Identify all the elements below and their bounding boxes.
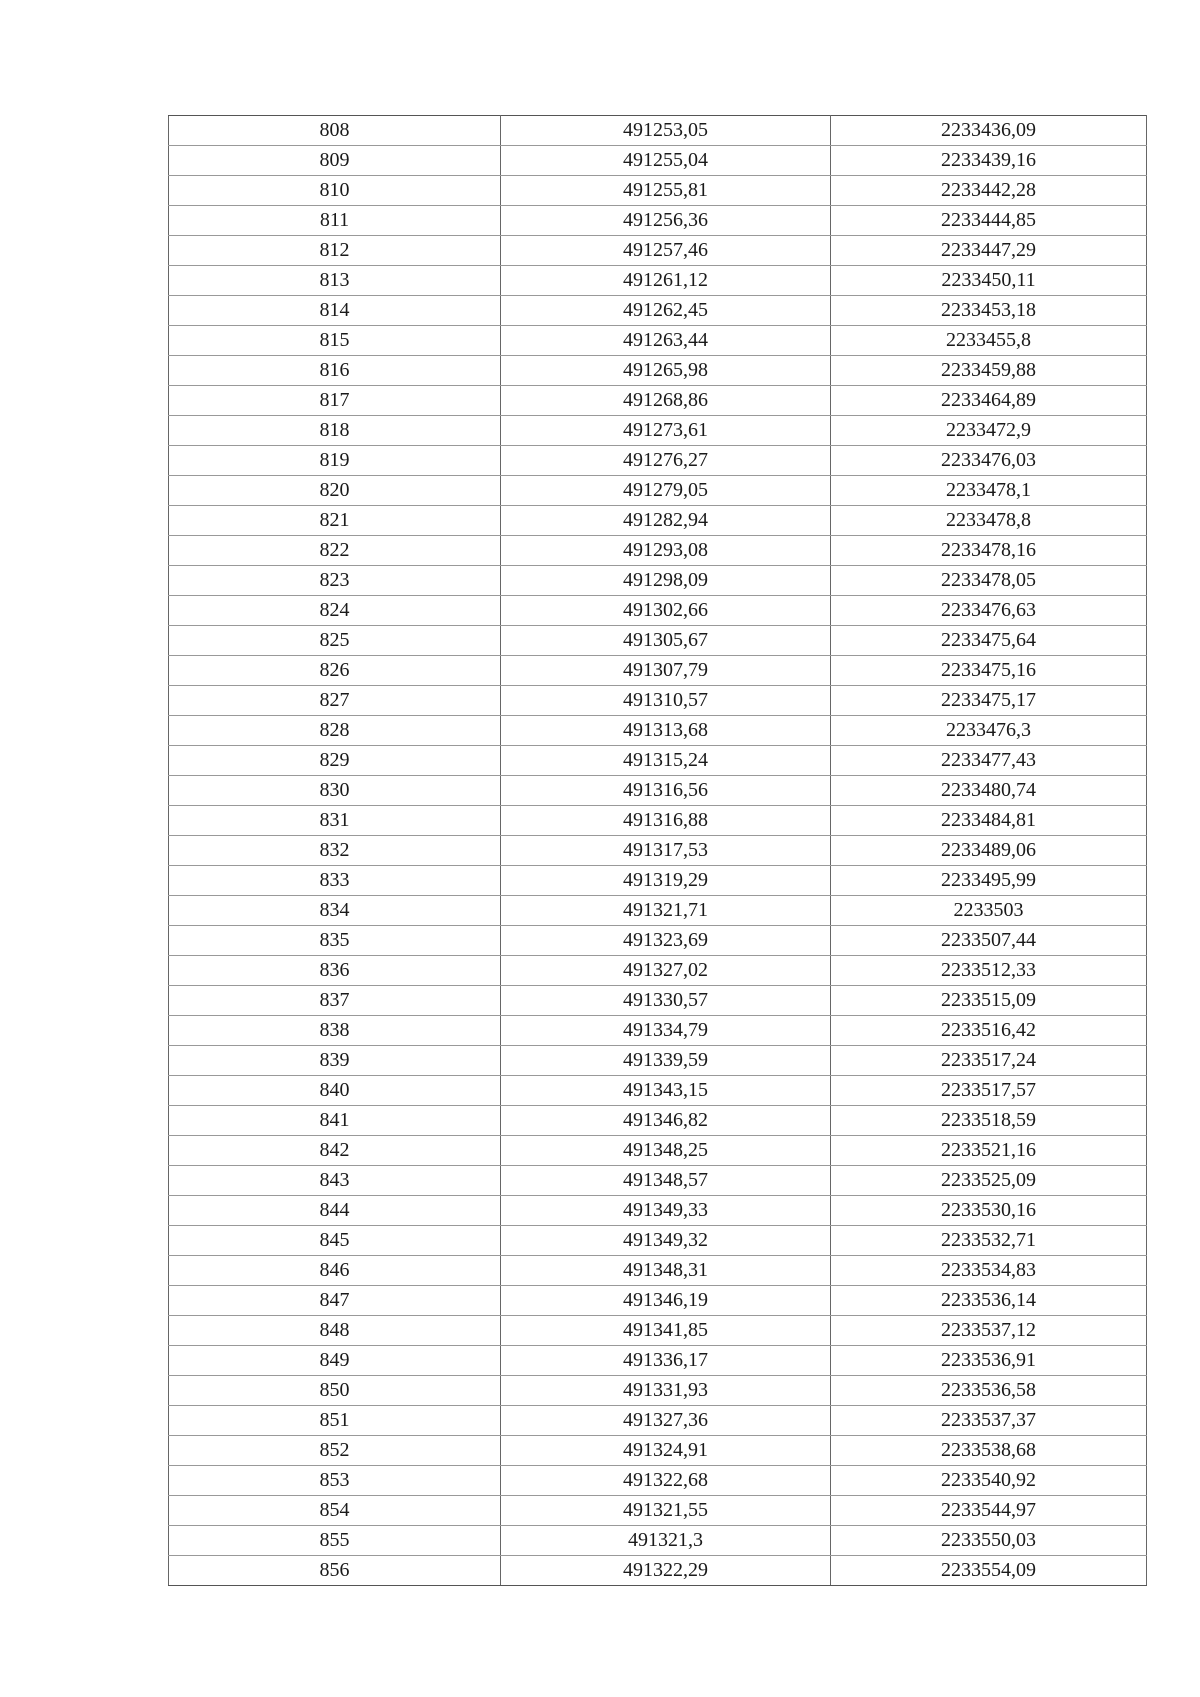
table-row: [169, 1256, 1147, 1286]
point-number-cell: 851: [169, 1406, 501, 1436]
table-row: [169, 596, 1147, 626]
table-row: [169, 1316, 1147, 1346]
point-number-cell: 823: [169, 566, 501, 596]
point-number-cell: 815: [169, 326, 501, 356]
point-number-cell: 816: [169, 356, 501, 386]
point-number-cell: 841: [169, 1106, 501, 1136]
x-coordinate-cell: 491330,57: [501, 986, 831, 1016]
y-coordinate-cell: 2233476,03: [831, 446, 1147, 476]
table-row: [169, 266, 1147, 296]
y-coordinate-cell: 2233530,16: [831, 1196, 1147, 1226]
y-coordinate-cell: 2233476,63: [831, 596, 1147, 626]
y-coordinate-cell: 2233459,88: [831, 356, 1147, 386]
y-coordinate-cell: 2233532,71: [831, 1226, 1147, 1256]
y-coordinate-cell: 2233550,03: [831, 1526, 1147, 1556]
table-row: [169, 1286, 1147, 1316]
point-number-cell: 817: [169, 386, 501, 416]
table-row: [169, 356, 1147, 386]
point-number-cell: 812: [169, 236, 501, 266]
table-row: [169, 1226, 1147, 1256]
x-coordinate-cell: 491321,3: [501, 1526, 831, 1556]
point-number-cell: 840: [169, 1076, 501, 1106]
y-coordinate-cell: 2233536,91: [831, 1346, 1147, 1376]
table-row: [169, 1196, 1147, 1226]
y-coordinate-cell: 2233537,37: [831, 1406, 1147, 1436]
table-row: [169, 1406, 1147, 1436]
point-number-cell: 821: [169, 506, 501, 536]
y-coordinate-cell: 2233447,29: [831, 236, 1147, 266]
y-coordinate-cell: 2233512,33: [831, 956, 1147, 986]
point-number-cell: 808: [169, 116, 501, 146]
x-coordinate-cell: 491313,68: [501, 716, 831, 746]
table-row: [169, 176, 1147, 206]
x-coordinate-cell: 491323,69: [501, 926, 831, 956]
x-coordinate-cell: 491348,25: [501, 1136, 831, 1166]
table-row: [169, 566, 1147, 596]
table-row: [169, 1496, 1147, 1526]
y-coordinate-cell: 2233516,42: [831, 1016, 1147, 1046]
point-number-cell: 848: [169, 1316, 501, 1346]
x-coordinate-cell: 491327,02: [501, 956, 831, 986]
point-number-cell: 825: [169, 626, 501, 656]
x-coordinate-cell: 491327,36: [501, 1406, 831, 1436]
point-number-cell: 830: [169, 776, 501, 806]
point-number-cell: 809: [169, 146, 501, 176]
point-number-cell: 834: [169, 896, 501, 926]
x-coordinate-cell: 491346,82: [501, 1106, 831, 1136]
x-coordinate-cell: 491319,29: [501, 866, 831, 896]
x-coordinate-cell: 491305,67: [501, 626, 831, 656]
y-coordinate-cell: 2233475,64: [831, 626, 1147, 656]
table-row: [169, 1346, 1147, 1376]
point-number-cell: 828: [169, 716, 501, 746]
x-coordinate-cell: 491316,88: [501, 806, 831, 836]
x-coordinate-cell: 491317,53: [501, 836, 831, 866]
x-coordinate-cell: 491331,93: [501, 1376, 831, 1406]
x-coordinate-cell: 491339,59: [501, 1046, 831, 1076]
table-row: [169, 626, 1147, 656]
x-coordinate-cell: 491293,08: [501, 536, 831, 566]
x-coordinate-cell: 491255,81: [501, 176, 831, 206]
x-coordinate-cell: 491349,33: [501, 1196, 831, 1226]
table-row: [169, 686, 1147, 716]
x-coordinate-cell: 491302,66: [501, 596, 831, 626]
table-row: [169, 746, 1147, 776]
y-coordinate-cell: 2233476,3: [831, 716, 1147, 746]
y-coordinate-cell: 2233475,16: [831, 656, 1147, 686]
table-row: [169, 446, 1147, 476]
point-number-cell: 839: [169, 1046, 501, 1076]
coordinates-table-body: [169, 116, 1147, 1586]
y-coordinate-cell: 2233477,43: [831, 746, 1147, 776]
table-row: [169, 476, 1147, 506]
y-coordinate-cell: 2233455,8: [831, 326, 1147, 356]
x-coordinate-cell: 491315,24: [501, 746, 831, 776]
coordinates-table: [168, 115, 1147, 1586]
y-coordinate-cell: 2233554,09: [831, 1556, 1147, 1586]
x-coordinate-cell: 491265,98: [501, 356, 831, 386]
y-coordinate-cell: 2233536,58: [831, 1376, 1147, 1406]
y-coordinate-cell: 2233472,9: [831, 416, 1147, 446]
point-number-cell: 814: [169, 296, 501, 326]
y-coordinate-cell: 2233536,14: [831, 1286, 1147, 1316]
table-row: [169, 1466, 1147, 1496]
y-coordinate-cell: 2233464,89: [831, 386, 1147, 416]
x-coordinate-cell: 491273,61: [501, 416, 831, 446]
point-number-cell: 846: [169, 1256, 501, 1286]
point-number-cell: 829: [169, 746, 501, 776]
point-number-cell: 849: [169, 1346, 501, 1376]
table-row: [169, 416, 1147, 446]
x-coordinate-cell: 491256,36: [501, 206, 831, 236]
x-coordinate-cell: 491349,32: [501, 1226, 831, 1256]
table-row: [169, 776, 1147, 806]
x-coordinate-cell: 491262,45: [501, 296, 831, 326]
point-number-cell: 852: [169, 1436, 501, 1466]
y-coordinate-cell: 2233478,05: [831, 566, 1147, 596]
point-number-cell: 831: [169, 806, 501, 836]
x-coordinate-cell: 491253,05: [501, 116, 831, 146]
point-number-cell: 847: [169, 1286, 501, 1316]
x-coordinate-cell: 491348,57: [501, 1166, 831, 1196]
table-row: [169, 206, 1147, 236]
x-coordinate-cell: 491343,15: [501, 1076, 831, 1106]
point-number-cell: 842: [169, 1136, 501, 1166]
y-coordinate-cell: 2233436,09: [831, 116, 1147, 146]
y-coordinate-cell: 2233537,12: [831, 1316, 1147, 1346]
y-coordinate-cell: 2233544,97: [831, 1496, 1147, 1526]
point-number-cell: 853: [169, 1466, 501, 1496]
table-row: [169, 1076, 1147, 1106]
point-number-cell: 811: [169, 206, 501, 236]
table-row: [169, 896, 1147, 926]
point-number-cell: 832: [169, 836, 501, 866]
x-coordinate-cell: 491316,56: [501, 776, 831, 806]
table-row: [169, 1436, 1147, 1466]
table-row: [169, 1016, 1147, 1046]
table-row: [169, 866, 1147, 896]
y-coordinate-cell: 2233540,92: [831, 1466, 1147, 1496]
table-row: [169, 536, 1147, 566]
y-coordinate-cell: 2233525,09: [831, 1166, 1147, 1196]
x-coordinate-cell: 491257,46: [501, 236, 831, 266]
x-coordinate-cell: 491336,17: [501, 1346, 831, 1376]
point-number-cell: 818: [169, 416, 501, 446]
table-row: [169, 806, 1147, 836]
table-row: [169, 386, 1147, 416]
point-number-cell: 824: [169, 596, 501, 626]
point-number-cell: 813: [169, 266, 501, 296]
y-coordinate-cell: 2233489,06: [831, 836, 1147, 866]
point-number-cell: 838: [169, 1016, 501, 1046]
table-row: [169, 296, 1147, 326]
point-number-cell: 854: [169, 1496, 501, 1526]
table-row: [169, 116, 1147, 146]
x-coordinate-cell: 491321,55: [501, 1496, 831, 1526]
table-row: [169, 926, 1147, 956]
x-coordinate-cell: 491279,05: [501, 476, 831, 506]
point-number-cell: 833: [169, 866, 501, 896]
x-coordinate-cell: 491322,29: [501, 1556, 831, 1586]
y-coordinate-cell: 2233517,24: [831, 1046, 1147, 1076]
x-coordinate-cell: 491255,04: [501, 146, 831, 176]
point-number-cell: 850: [169, 1376, 501, 1406]
point-number-cell: 837: [169, 986, 501, 1016]
table-row: [169, 1136, 1147, 1166]
point-number-cell: 836: [169, 956, 501, 986]
y-coordinate-cell: 2233478,8: [831, 506, 1147, 536]
point-number-cell: 845: [169, 1226, 501, 1256]
x-coordinate-cell: 491334,79: [501, 1016, 831, 1046]
point-number-cell: 827: [169, 686, 501, 716]
point-number-cell: 810: [169, 176, 501, 206]
table-row: [169, 1526, 1147, 1556]
y-coordinate-cell: 2233507,44: [831, 926, 1147, 956]
x-coordinate-cell: 491276,27: [501, 446, 831, 476]
x-coordinate-cell: 491341,85: [501, 1316, 831, 1346]
x-coordinate-cell: 491263,44: [501, 326, 831, 356]
point-number-cell: 835: [169, 926, 501, 956]
table-row: [169, 986, 1147, 1016]
table-row: [169, 1376, 1147, 1406]
point-number-cell: 826: [169, 656, 501, 686]
point-number-cell: 822: [169, 536, 501, 566]
x-coordinate-cell: 491322,68: [501, 1466, 831, 1496]
x-coordinate-cell: 491298,09: [501, 566, 831, 596]
point-number-cell: 820: [169, 476, 501, 506]
y-coordinate-cell: 2233521,16: [831, 1136, 1147, 1166]
table-row: [169, 1166, 1147, 1196]
table-row: [169, 506, 1147, 536]
y-coordinate-cell: 2233475,17: [831, 686, 1147, 716]
x-coordinate-cell: 491321,71: [501, 896, 831, 926]
point-number-cell: 844: [169, 1196, 501, 1226]
y-coordinate-cell: 2233450,11: [831, 266, 1147, 296]
y-coordinate-cell: 2233495,99: [831, 866, 1147, 896]
y-coordinate-cell: 2233444,85: [831, 206, 1147, 236]
table-row: [169, 836, 1147, 866]
y-coordinate-cell: 2233442,28: [831, 176, 1147, 206]
y-coordinate-cell: 2233480,74: [831, 776, 1147, 806]
y-coordinate-cell: 2233478,1: [831, 476, 1147, 506]
point-number-cell: 843: [169, 1166, 501, 1196]
y-coordinate-cell: 2233534,83: [831, 1256, 1147, 1286]
x-coordinate-cell: 491310,57: [501, 686, 831, 716]
y-coordinate-cell: 2233439,16: [831, 146, 1147, 176]
y-coordinate-cell: 2233517,57: [831, 1076, 1147, 1106]
x-coordinate-cell: 491324,91: [501, 1436, 831, 1466]
point-number-cell: 856: [169, 1556, 501, 1586]
x-coordinate-cell: 491261,12: [501, 266, 831, 296]
y-coordinate-cell: 2233478,16: [831, 536, 1147, 566]
x-coordinate-cell: 491307,79: [501, 656, 831, 686]
x-coordinate-cell: 491282,94: [501, 506, 831, 536]
y-coordinate-cell: 2233515,09: [831, 986, 1147, 1016]
y-coordinate-cell: 2233538,68: [831, 1436, 1147, 1466]
table-row: [169, 656, 1147, 686]
y-coordinate-cell: 2233503: [831, 896, 1147, 926]
table-row: [169, 716, 1147, 746]
point-number-cell: 819: [169, 446, 501, 476]
table-row: [169, 956, 1147, 986]
x-coordinate-cell: 491268,86: [501, 386, 831, 416]
y-coordinate-cell: 2233484,81: [831, 806, 1147, 836]
x-coordinate-cell: 491348,31: [501, 1256, 831, 1286]
table-row: [169, 146, 1147, 176]
table-row: [169, 236, 1147, 266]
table-row: [169, 1106, 1147, 1136]
table-row: [169, 1046, 1147, 1076]
y-coordinate-cell: 2233453,18: [831, 296, 1147, 326]
point-number-cell: 855: [169, 1526, 501, 1556]
x-coordinate-cell: 491346,19: [501, 1286, 831, 1316]
table-row: [169, 326, 1147, 356]
y-coordinate-cell: 2233518,59: [831, 1106, 1147, 1136]
table-row: [169, 1556, 1147, 1586]
